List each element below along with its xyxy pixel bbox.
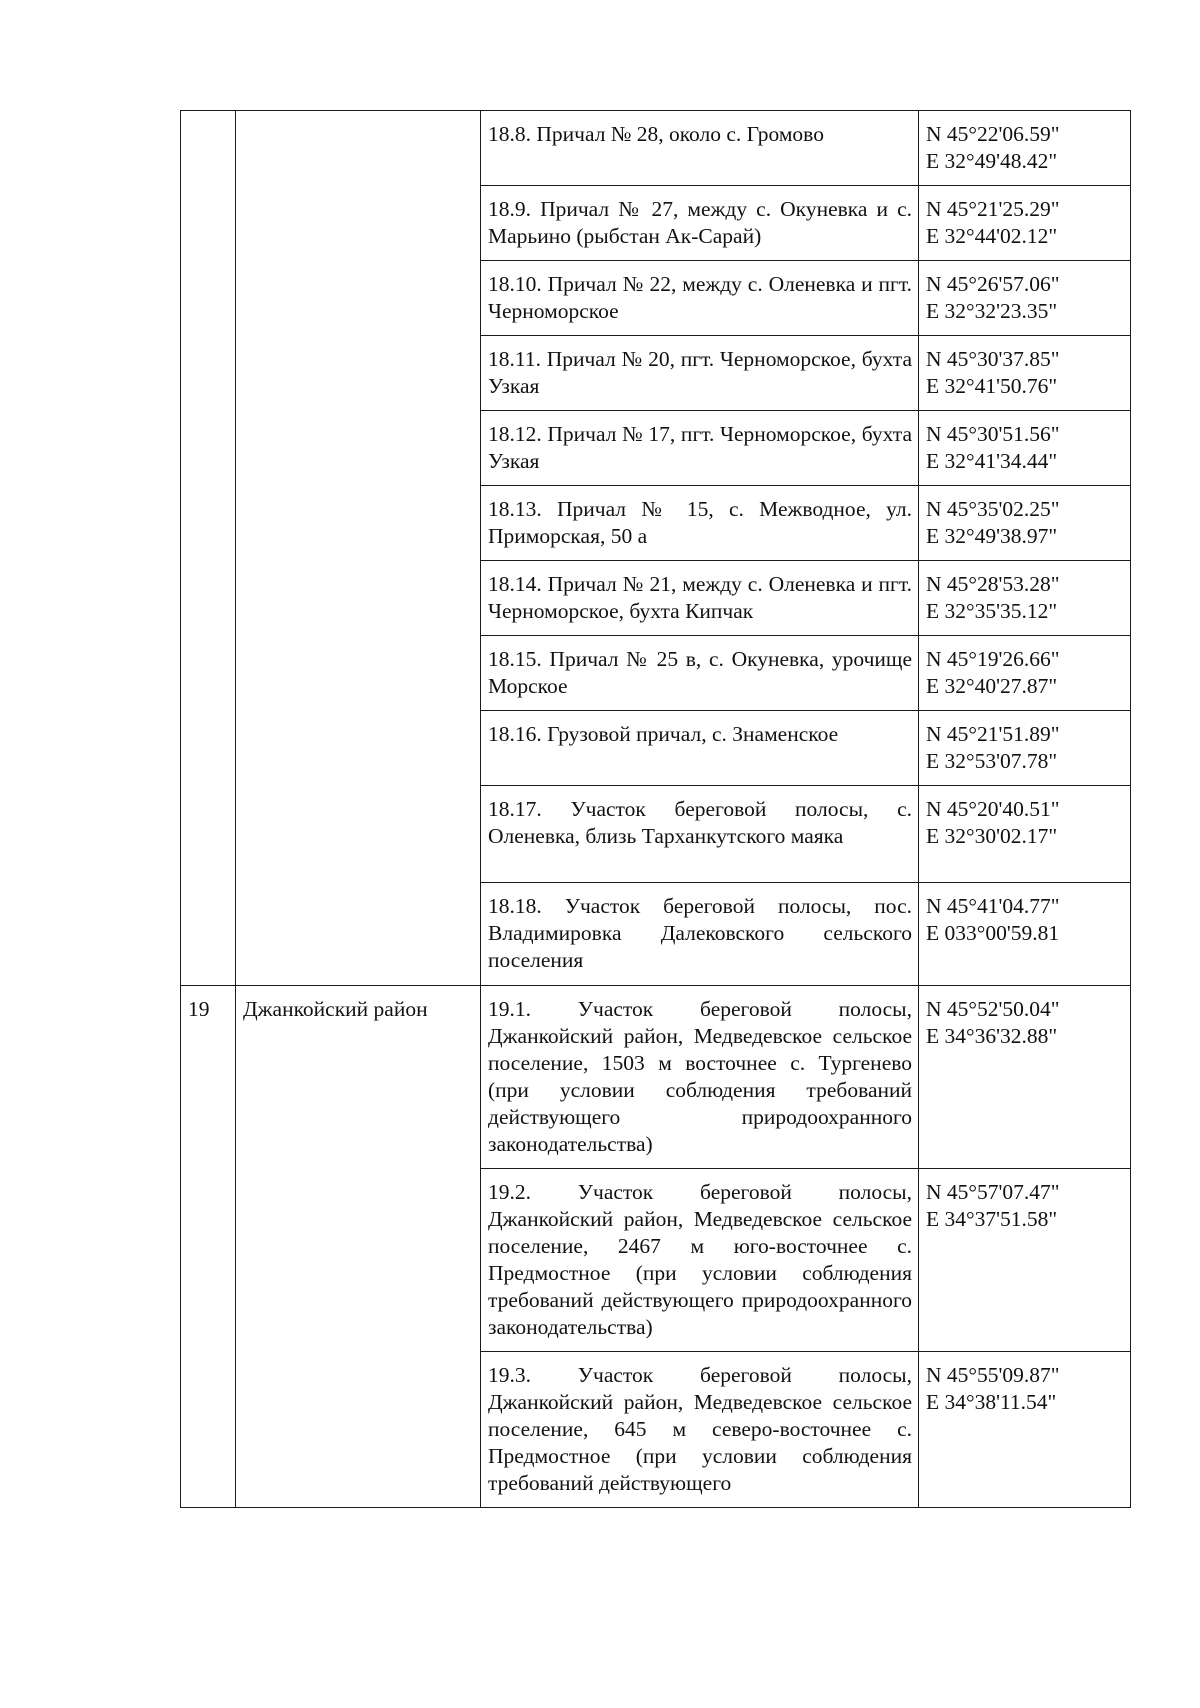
location-description: 18.14. Причал № 21, между с. Оленевка и пгт. Черноморское, бухта Кипчак bbox=[481, 561, 919, 636]
row-number: 19 bbox=[181, 986, 236, 1508]
location-description: 18.12. Причал № 17, пгт. Черноморское, бухта Узкая bbox=[481, 411, 919, 486]
coordinates-cell bbox=[919, 711, 1131, 786]
latitude: N 45°20'40.51" bbox=[926, 797, 1060, 821]
longitude: E 32°49'48.42" bbox=[926, 149, 1058, 173]
coordinates-cell bbox=[919, 636, 1131, 711]
longitude: E 32°41'34.44" bbox=[926, 449, 1058, 473]
location-description: 18.8. Причал № 28, около с. Громово bbox=[481, 111, 919, 186]
longitude: E 34°38'11.54" bbox=[926, 1390, 1057, 1414]
latitude: N 45°55'09.87" bbox=[926, 1363, 1060, 1387]
coordinates-cell bbox=[919, 336, 1131, 411]
latitude: N 45°30'37.85" bbox=[926, 347, 1060, 371]
table-body bbox=[181, 111, 1131, 1508]
latitude: N 45°21'25.29" bbox=[926, 197, 1060, 221]
location-description: 18.13. Причал № 15, с. Межводное, ул. Приморская, 50 а bbox=[481, 486, 919, 561]
longitude: E 32°41'50.76" bbox=[926, 374, 1058, 398]
latitude: N 45°19'26.66" bbox=[926, 647, 1060, 671]
coordinates-cell bbox=[919, 883, 1131, 986]
location-description: 18.10. Причал № 22, между с. Оленевка и пгт. Черноморское bbox=[481, 261, 919, 336]
coordinates-cell bbox=[919, 1352, 1131, 1508]
longitude: E 32°35'35.12" bbox=[926, 599, 1058, 623]
district-name: Джанкойский район bbox=[236, 986, 481, 1508]
number-cell-continued bbox=[181, 111, 236, 986]
coordinates-cell bbox=[919, 186, 1131, 261]
coordinates-cell bbox=[919, 561, 1131, 636]
coordinates-cell bbox=[919, 1169, 1131, 1352]
coordinates-cell bbox=[919, 486, 1131, 561]
longitude: E 32°53'07.78" bbox=[926, 749, 1058, 773]
latitude: N 45°57'07.47" bbox=[926, 1180, 1060, 1204]
location-description: 19.1. Участок береговой полосы, Джанкойский район, Медведевское сельское поселение, 1503 м восточнее с. Тургенево (при условии соблюдения требований действующего природоохранного законодательства) bbox=[481, 986, 919, 1169]
latitude: N 45°22'06.59" bbox=[926, 122, 1060, 146]
longitude: E 033°00'59.81 bbox=[926, 921, 1060, 945]
table-row bbox=[181, 111, 1131, 186]
location-description: 18.16. Грузовой причал, с. Знаменское bbox=[481, 711, 919, 786]
longitude: E 32°44'02.12" bbox=[926, 224, 1058, 248]
coordinates-cell bbox=[919, 261, 1131, 336]
district-cell-continued bbox=[236, 111, 481, 986]
location-description: 18.11. Причал № 20, пгт. Черноморское, бухта Узкая bbox=[481, 336, 919, 411]
location-description: 18.17. Участок береговой полосы, с. Оленевка, близь Тарханкутского маяка bbox=[481, 786, 919, 883]
location-description: 18.15. Причал № 25 в, с. Окуневка, урочище Морское bbox=[481, 636, 919, 711]
latitude: N 45°26'57.06" bbox=[926, 272, 1060, 296]
location-description: 19.2. Участок береговой полосы, Джанкойский район, Медведевское сельское поселение, 2467 м юго-восточнее с. Предмостное (при условии соблюдения требований действующего природоохранного законодательства) bbox=[481, 1169, 919, 1352]
longitude: E 32°32'23.35" bbox=[926, 299, 1058, 323]
longitude: E 34°37'51.58" bbox=[926, 1207, 1058, 1231]
longitude: E 32°40'27.87" bbox=[926, 674, 1058, 698]
location-description: 18.18. Участок береговой полосы, пос. Владимировка Далековского сельского поселения bbox=[481, 883, 919, 986]
longitude: E 32°49'38.97" bbox=[926, 524, 1058, 548]
latitude: N 45°35'02.25" bbox=[926, 497, 1060, 521]
location-description: 19.3. Участок береговой полосы, Джанкойский район, Медведевское сельское поселение, 645 м северо-восточнее с. Предмостное (при условии соблюдения требований действующего bbox=[481, 1352, 919, 1508]
latitude: N 45°52'50.04" bbox=[926, 997, 1060, 1021]
longitude: E 32°30'02.17" bbox=[926, 824, 1058, 848]
coordinates-cell bbox=[919, 986, 1131, 1169]
table-row bbox=[181, 986, 1131, 1169]
coordinates-cell bbox=[919, 786, 1131, 883]
latitude: N 45°28'53.28" bbox=[926, 572, 1060, 596]
coordinates-table bbox=[180, 110, 1131, 1508]
coordinates-cell bbox=[919, 111, 1131, 186]
location-description: 18.9. Причал № 27, между с. Окуневка и с. Марьино (рыбстан Ак-Сарай) bbox=[481, 186, 919, 261]
latitude: N 45°41'04.77" bbox=[926, 894, 1060, 918]
latitude: N 45°21'51.89" bbox=[926, 722, 1060, 746]
coordinates-cell bbox=[919, 411, 1131, 486]
longitude: E 34°36'32.88" bbox=[926, 1024, 1058, 1048]
latitude: N 45°30'51.56" bbox=[926, 422, 1060, 446]
